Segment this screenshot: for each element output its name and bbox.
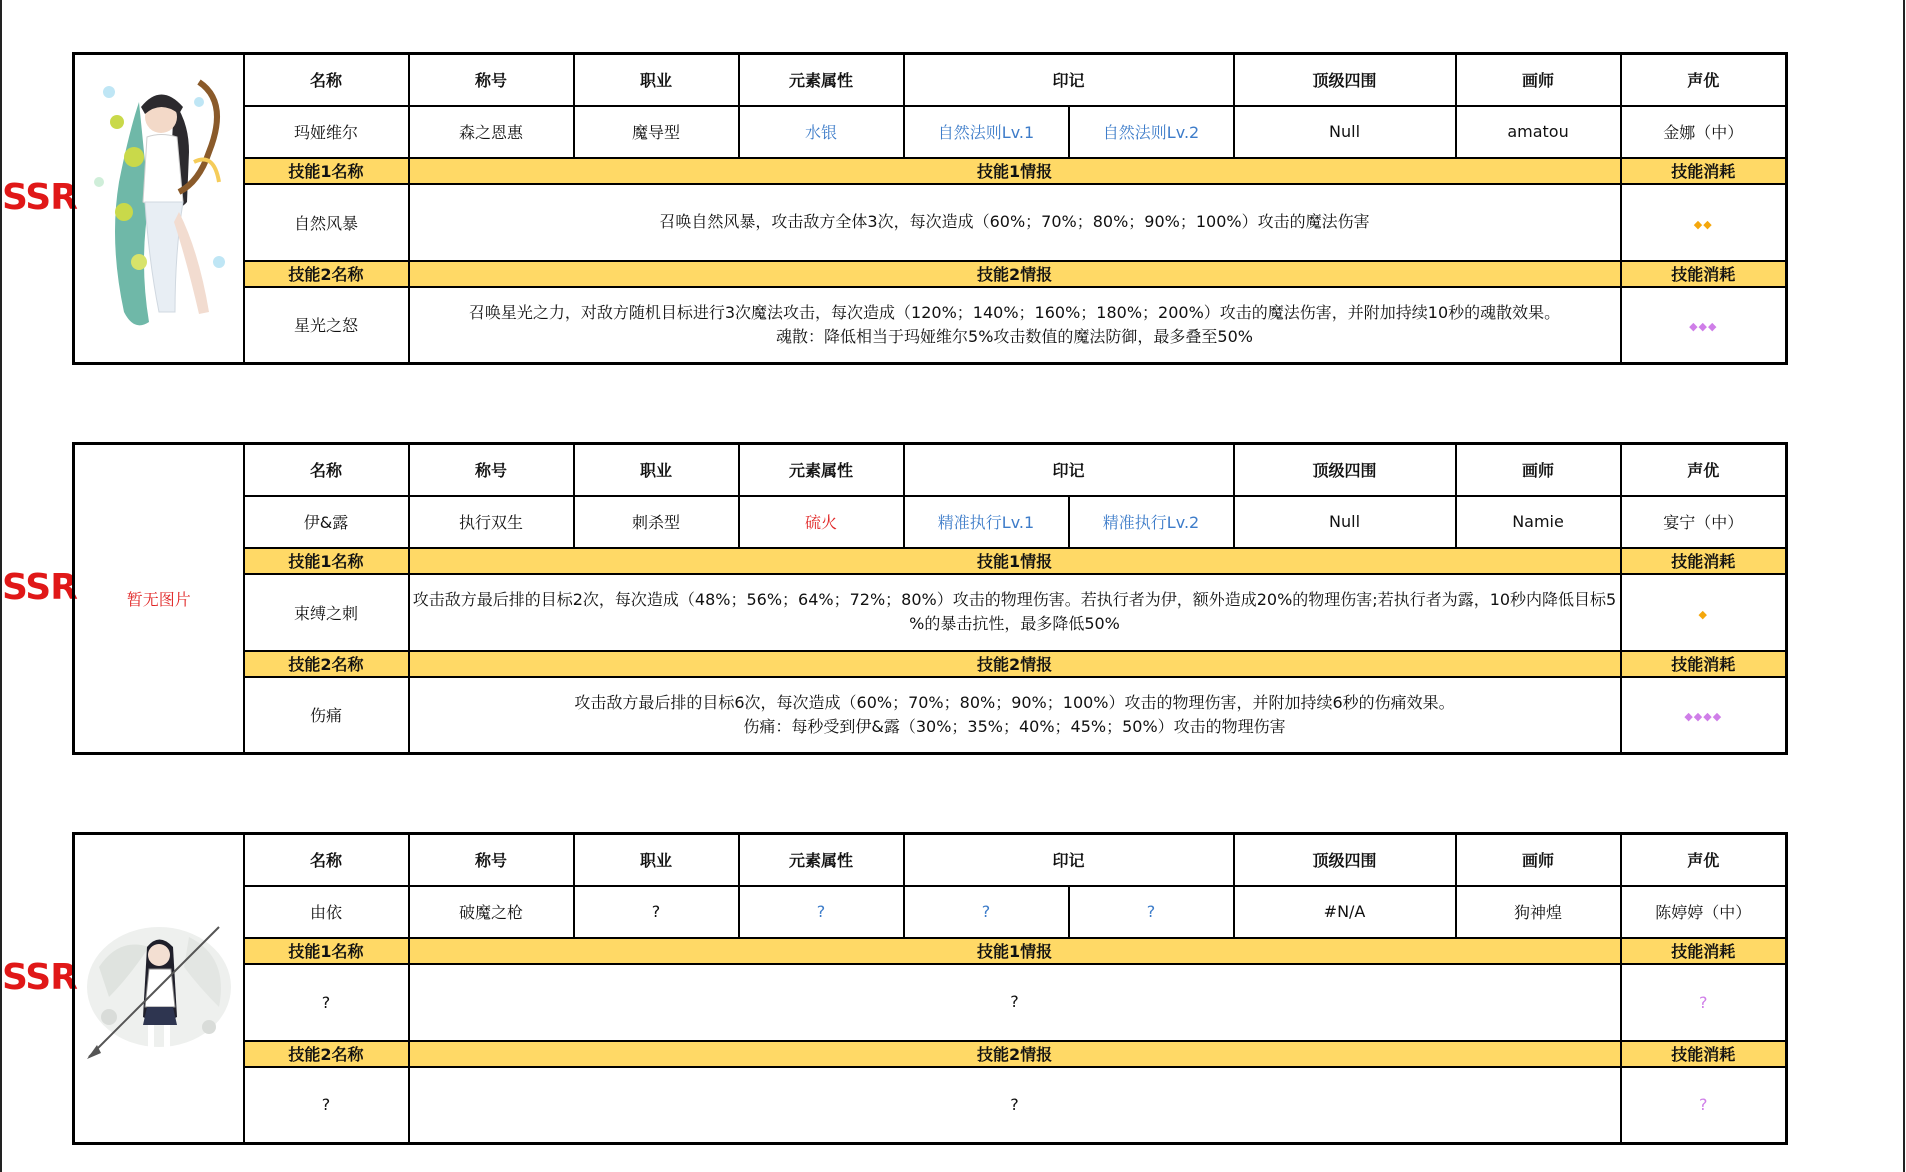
header-class: 职业 <box>574 834 739 886</box>
skill1-cost <box>1621 964 1787 1041</box>
cost-diamond-icon: ◆◆ <box>1693 217 1713 231</box>
rarity-label: SSR <box>2 957 77 998</box>
skill1-cost-value: ? <box>1699 992 1708 1012</box>
cost-diamond-icon: ◆◆◆◆ <box>1684 710 1723 724</box>
character-card <box>72 832 1788 1145</box>
skill1-name: 束缚之刺 <box>244 574 409 651</box>
skill1-description-line: ? <box>1010 992 1019 1011</box>
imprint-lv1: 自然法则Lv.1 <box>904 106 1069 158</box>
character-card <box>72 52 1788 365</box>
skill2-description <box>409 1067 1621 1144</box>
skill1-description <box>409 184 1621 261</box>
header-element: 元素属性 <box>739 444 904 496</box>
skill1-name-header: 技能1名称 <box>244 158 409 184</box>
character-title: 森之恩惠 <box>409 106 574 158</box>
skill1-info-header: 技能1情报 <box>409 158 1621 184</box>
skill2-description <box>409 287 1621 364</box>
character-element: 水银 <box>739 106 904 158</box>
rarity-label: SSR <box>2 567 77 608</box>
skill2-cost-value: ? <box>1699 1095 1708 1115</box>
header-imprint: 印记 <box>904 834 1234 886</box>
skill2-name: 星光之怒 <box>244 287 409 364</box>
header-title: 称号 <box>409 54 574 106</box>
character-artist: amatou <box>1456 106 1621 158</box>
imprint-lv2: 精准执行Lv.2 <box>1069 496 1234 548</box>
character-name: 伊&露 <box>244 496 409 548</box>
portrait-cell <box>74 54 244 364</box>
skill2-info-header: 技能2情报 <box>409 651 1621 677</box>
skill1-name: 自然风暴 <box>244 184 409 261</box>
header-artist: 画师 <box>1456 444 1621 496</box>
imprint-lv2: 自然法则Lv.2 <box>1069 106 1234 158</box>
rarity-label: SSR <box>2 177 77 218</box>
imprint-lv1: ? <box>904 886 1069 938</box>
character-class: 刺杀型 <box>574 496 739 548</box>
skill2-cost-header: 技能消耗 <box>1621 261 1787 287</box>
skill1-name-header: 技能1名称 <box>244 938 409 964</box>
character-class: 魔导型 <box>574 106 739 158</box>
imprint-lv1: 精准执行Lv.1 <box>904 496 1069 548</box>
character-cv: 陈婷婷（中） <box>1621 886 1787 938</box>
skill1-info-header: 技能1情报 <box>409 548 1621 574</box>
portrait-cell <box>74 834 244 1144</box>
no-image-text: 暂无图片 <box>126 590 191 609</box>
skill1-description <box>409 574 1621 651</box>
character-card <box>72 442 1788 755</box>
skill2-name: ? <box>244 1067 409 1144</box>
skill2-description-line: ? <box>1010 1094 1019 1114</box>
header-artist: 画师 <box>1456 54 1621 106</box>
header-imprint: 印记 <box>904 54 1234 106</box>
skill2-cost <box>1621 287 1787 364</box>
skill1-cost-header: 技能消耗 <box>1621 548 1787 574</box>
skill1-cost-header: 技能消耗 <box>1621 938 1787 964</box>
header-title: 称号 <box>409 834 574 886</box>
skill1-description-line: %的暴击抗性，最多降低50% <box>909 614 1120 633</box>
character-portrait-image <box>79 907 239 1067</box>
character-name: 玛娅维尔 <box>244 106 409 158</box>
skill2-name-header: 技能2名称 <box>244 1041 409 1067</box>
header-cv: 声优 <box>1621 444 1787 496</box>
skill2-cost-header: 技能消耗 <box>1621 1041 1787 1067</box>
character-class: ? <box>574 886 739 938</box>
character-name: 由依 <box>244 886 409 938</box>
character-title: 破魔之枪 <box>409 886 574 938</box>
cost-diamond-icon: ◆ <box>1698 607 1708 621</box>
cost-diamond-icon: ◆◆◆ <box>1689 320 1718 334</box>
skill2-name: 伤痛 <box>244 677 409 754</box>
imprint-lv2: ? <box>1069 886 1234 938</box>
header-stats: 顶级四围 <box>1234 834 1456 886</box>
character-artist: Namie <box>1456 496 1621 548</box>
skill2-info-header: 技能2情报 <box>409 261 1621 287</box>
character-stats: Null <box>1234 496 1456 548</box>
header-name: 名称 <box>244 54 409 106</box>
skill1-description-line: 召唤自然风暴，攻击敌方全体3次，每次造成（60%；70%；80%；90%；100%）攻击的魔法伤害 <box>659 212 1370 231</box>
header-cv: 声优 <box>1621 834 1787 886</box>
skill2-description-line: 攻击敌方最后排的目标6次，每次造成（60%；70%；80%；90%；100%）攻击的物理伤害，并附加持续6秒的伤痛效果。 <box>574 692 1455 712</box>
character-stats: #N/A <box>1234 886 1456 938</box>
character-portrait-image <box>79 62 239 352</box>
header-imprint: 印记 <box>904 444 1234 496</box>
header-element: 元素属性 <box>739 54 904 106</box>
skill1-description-line: 攻击敌方最后排的目标2次，每次造成（48%；56%；64%；72%；80%）攻击的物理伤害。若执行者为伊，额外造成20%的物理伤害;若执行者为露，10秒内降低目标5 <box>412 590 1617 609</box>
header-class: 职业 <box>574 54 739 106</box>
skill1-name: ? <box>244 964 409 1041</box>
skill2-cost <box>1621 1067 1787 1144</box>
portrait-cell <box>74 444 244 754</box>
skill2-name-header: 技能2名称 <box>244 261 409 287</box>
character-cv: 金娜（中） <box>1621 106 1787 158</box>
skill1-description <box>409 964 1621 1041</box>
character-title: 执行双生 <box>409 496 574 548</box>
header-stats: 顶级四围 <box>1234 444 1456 496</box>
character-element: ? <box>739 886 904 938</box>
character-element: 硫火 <box>739 496 904 548</box>
header-artist: 画师 <box>1456 834 1621 886</box>
skill2-description-line: 魂散：降低相当于玛娅维尔5%攻击数值的魔法防御，最多叠至50% <box>776 326 1253 346</box>
header-stats: 顶级四围 <box>1234 54 1456 106</box>
skill1-cost <box>1621 574 1787 651</box>
header-name: 名称 <box>244 834 409 886</box>
skill1-cost-header: 技能消耗 <box>1621 158 1787 184</box>
character-stats: Null <box>1234 106 1456 158</box>
skill2-cost-header: 技能消耗 <box>1621 651 1787 677</box>
header-title: 称号 <box>409 444 574 496</box>
character-artist: 狗神煌 <box>1456 886 1621 938</box>
skill2-cost <box>1621 677 1787 754</box>
skill2-description <box>409 677 1621 754</box>
character-cv: 宴宁（中） <box>1621 496 1787 548</box>
header-class: 职业 <box>574 444 739 496</box>
skill2-description-line: 伤痛：每秒受到伊&露（30%；35%；40%；45%；50%）攻击的物理伤害 <box>743 716 1286 736</box>
header-element: 元素属性 <box>739 834 904 886</box>
skill1-name-header: 技能1名称 <box>244 548 409 574</box>
skill2-name-header: 技能2名称 <box>244 651 409 677</box>
sheet-right-border <box>1903 0 1905 1172</box>
header-cv: 声优 <box>1621 54 1787 106</box>
header-name: 名称 <box>244 444 409 496</box>
skill1-cost <box>1621 184 1787 261</box>
skill2-info-header: 技能2情报 <box>409 1041 1621 1067</box>
skill2-description-line: 召唤星光之力，对敌方随机目标进行3次魔法攻击，每次造成（120%；140%；160%；180%；200%）攻击的魔法伤害，并附加持续10秒的魂散效果。 <box>468 302 1561 322</box>
skill1-info-header: 技能1情报 <box>409 938 1621 964</box>
